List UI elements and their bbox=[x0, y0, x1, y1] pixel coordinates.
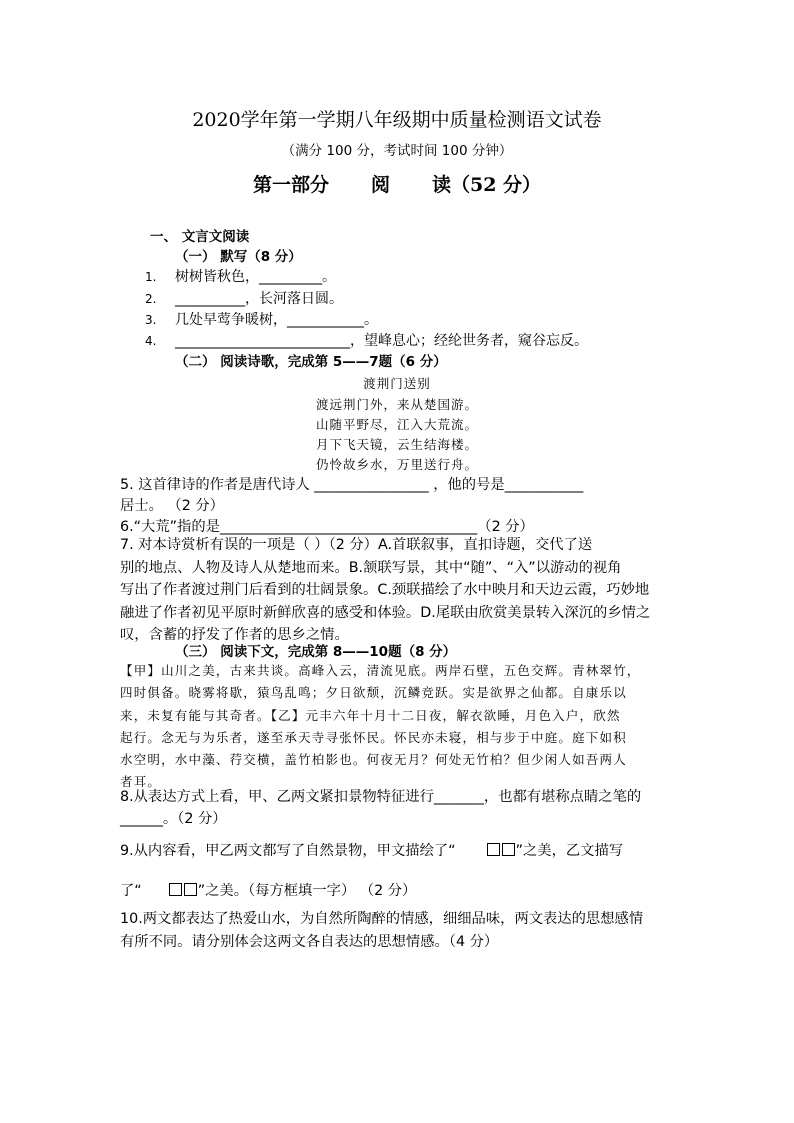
passage-line: 者耳。 bbox=[120, 774, 162, 790]
poem-line: 渡远荆门外，来从楚国游。 bbox=[315, 397, 478, 412]
dictation-item bbox=[145, 266, 336, 286]
question-5-line: 居士。 （2 分） bbox=[120, 498, 224, 514]
question-7-line: 7. 对本诗赏析有误的一项是（ ）（2 分）A.首联叙事，直扣诗题，交代了送 bbox=[120, 537, 593, 553]
passage-line: 来，未复有能与其奇者。【乙】元丰六年十月十二日夜，解衣欲睡，月色入户，欣然 bbox=[120, 707, 621, 723]
passage-line: 水空明，水中藻、荇交横，盖竹柏影也。何夜无月？何处无竹柏？但少闲人如吾两人 bbox=[120, 752, 627, 768]
item-text: 几处早莺争暖树，___________。 bbox=[175, 312, 378, 328]
item-text: 树树皆秋色，_________。 bbox=[175, 269, 336, 285]
item-number: 2. bbox=[145, 292, 157, 306]
part-label: 第一部分 bbox=[252, 174, 329, 196]
exam-subtitle: （满分 100 分，考试时间 100 分钟） bbox=[281, 143, 513, 159]
item-number: 4. bbox=[145, 334, 157, 348]
passage-line: 起行。念无与为乐者，遂至承天寺寻张怀民。怀民亦未寝，相与步于中庭。庭下如积 bbox=[120, 729, 627, 745]
poem-line: 仍怜故乡水，万里送行舟。 bbox=[315, 457, 478, 472]
question-9-text: ”之美。（每方框填一字） （2 分） bbox=[197, 883, 417, 899]
poem-line: 月下飞天镜，云生结海楼。 bbox=[315, 437, 478, 452]
question-7-line: 写出了作者渡过荆门后看到的壮阔景象。C.颈联描绘了水中映月和天边云霞，巧妙地 bbox=[120, 582, 650, 598]
answer-box[interactable] bbox=[184, 883, 197, 896]
question-9-line bbox=[120, 840, 623, 860]
subsection-poem-heading: （二） 阅读诗歌，完成第 5——7题（6 分） bbox=[175, 354, 447, 370]
part-reading-char: 阅 bbox=[370, 174, 390, 196]
question-7-line: 融进了作者初见平原时新鲜欣喜的感受和体验。D.尾联由欣赏美景转入深沉的乡情之 bbox=[120, 604, 651, 621]
question-10-line: 10.两文都表达了热爱山水，为自然所陶醉的情感，细细品味，两文表达的思想感情 bbox=[120, 911, 644, 927]
passage-line: 四时俱备。晓雾将歇，猿鸟乱鸣；夕日欲颓，沉鳞竞跃。实是欲界之仙都。自康乐以 bbox=[120, 685, 627, 701]
item-text: __________，长河落日圆。 bbox=[175, 291, 343, 307]
item-number: 3. bbox=[145, 313, 157, 327]
answer-box[interactable] bbox=[169, 883, 182, 896]
dictation-item bbox=[145, 330, 588, 350]
question-8-line: 8.从表达方式上看，甲、乙两文紧扣景物特征进行_______，也都有堪称点睛之笔的 bbox=[120, 789, 642, 805]
item-number: 1. bbox=[145, 270, 157, 284]
question-9-text: ”之美，乙文描写 bbox=[515, 843, 624, 859]
dictation-item bbox=[145, 309, 378, 329]
part-reading-score: 读（52 分） bbox=[431, 174, 542, 196]
question-9-text: 了“ bbox=[120, 883, 142, 899]
part-heading bbox=[0, 170, 794, 197]
exam-title: 2020学年第一学期八年级期中质量检测语文试卷 bbox=[192, 109, 602, 131]
dictation-item bbox=[145, 288, 343, 308]
question-9-line bbox=[120, 880, 416, 900]
question-5-line: 5. 这首律诗的作者是唐代诗人 ________________ ，他的号是___________ bbox=[120, 477, 584, 493]
question-9-text: 9.从内容看，甲乙两文都写了自然景物，甲文描绘了“ bbox=[120, 843, 456, 859]
question-8-line: ______。（2 分） bbox=[120, 811, 227, 827]
passage-line: 【甲】山川之美，古来共谈。高峰入云，清流见底。两岸石壁，五色交辉。青林翠竹， bbox=[120, 663, 641, 678]
question-10-line: 有所不同。请分别体会这两文各自表达的思想情感。（4 分） bbox=[120, 933, 499, 950]
section-heading-classical: 一、 文言文阅读 bbox=[150, 229, 250, 245]
subsection-dictation-heading: （一） 默写（8 分） bbox=[175, 249, 302, 265]
poem-title: 渡荆门送别 bbox=[363, 376, 431, 391]
question-10 bbox=[120, 908, 675, 953]
question-7 bbox=[120, 534, 675, 647]
answer-box[interactable] bbox=[487, 843, 500, 856]
answer-box[interactable] bbox=[502, 843, 515, 856]
poem-line: 山随平野尽，江入大荒流。 bbox=[315, 417, 478, 432]
question-7-line: 叹，含蓄的抒发了作者的思乡之情。 bbox=[120, 627, 349, 643]
item-text: _________________________，望峰息心；经纶世务者，窥谷忘反。 bbox=[175, 333, 588, 349]
question-7-line: 别的地点、人物及诗人从楚地而来。B.颔联写景，其中“随”、“入”以游动的视角 bbox=[120, 559, 622, 576]
classical-passage bbox=[120, 660, 680, 794]
subsection-classical-heading: （三） 阅读下文，完成第 8——10题（8 分） bbox=[175, 644, 457, 660]
question-6: 6.“大荒”指的是____________________________________（2 分） bbox=[120, 519, 534, 535]
